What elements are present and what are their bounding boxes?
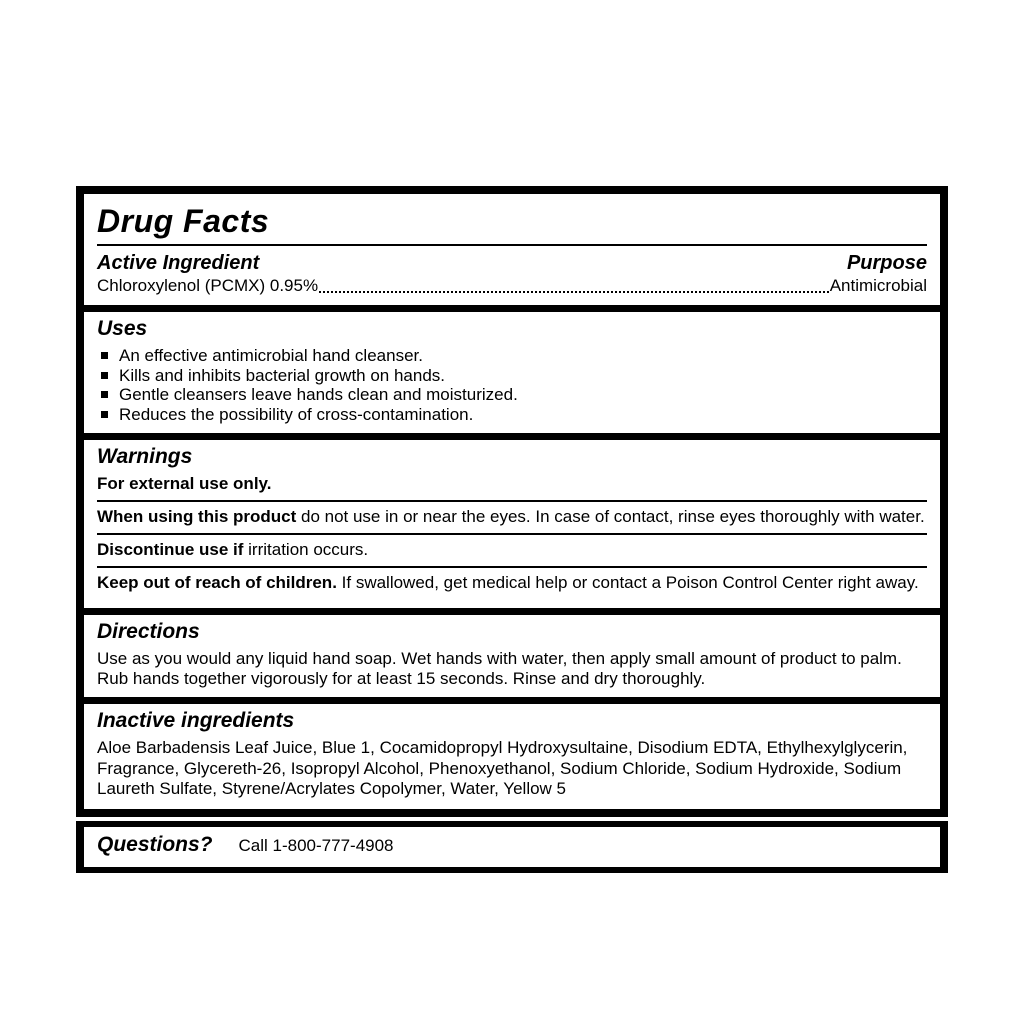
directions-text: Use as you would any liquid hand soap. Wet hands with water, then apply small amount of product to palm. Rub hands together vigorously for at least 15 seconds. Rinse and dry thoroughly. [97,649,902,688]
use-item-text: Reduces the possibility of cross-contamination. [119,404,474,424]
drug-facts-main-box [76,186,948,817]
uses-list [97,346,927,424]
warning-text: do not use in or near the eyes. In case of contact, rinse eyes thoroughly with water. [296,507,925,526]
list-item [97,405,927,425]
active-ingredient-header-row [97,251,927,275]
list-item [97,366,927,386]
warnings-section [84,440,940,608]
active-ingredient-row [97,276,927,296]
square-bullet-icon [101,352,108,359]
inactive-ingredients-section [84,704,940,809]
warning-bold-text: For external use only. [97,474,272,493]
warning-bold-text: Keep out of reach of children. [97,573,337,592]
use-item-text: An effective antimicrobial hand cleanser. [119,346,423,365]
warnings-heading: Warnings [97,445,193,468]
square-bullet-icon [101,411,108,418]
warning-bold-text: Discontinue use if [97,540,244,559]
dot-leader [319,291,829,293]
active-ingredient-heading: Active Ingredient [97,252,260,274]
questions-box [76,821,948,873]
questions-phone-text: Call 1-800-777-4908 [238,835,394,855]
questions-heading: Questions? [97,832,213,856]
title-divider [97,244,927,246]
use-item-text: Gentle cleansers leave hands clean and moisturized. [119,385,518,404]
purpose-value: Antimicrobial [829,276,927,295]
header-section [84,194,940,305]
warning-text: irritation occurs. [243,540,369,559]
square-bullet-icon [101,391,108,398]
drug-facts-title: Drug Facts [97,203,270,239]
directions-heading: Directions [97,620,200,643]
warning-row-when-using [97,502,927,533]
questions-section [84,827,940,867]
warning-bold-text: When using this product [97,507,297,526]
inactive-ingredients-text: Aloe Barbadensis Leaf Juice, Blue 1, Cocamidopropyl Hydroxysultaine, Disodium EDTA, Ethylhexylglycerin, Fragrance, Glycereth-26, Isopropyl Alcohol, Phenoxyethanol, Sodium Chloride, Sodium Hydroxide, Sodium Laureth Sulfate, Styrene/Acrylates Copolymer, Water, Yellow 5 [97,738,908,798]
warning-text: If swallowed, get medical help or contact a Poison Control Center right away. [336,573,919,592]
list-item [97,346,927,366]
active-ingredient-name: Chloroxylenol (PCMX) 0.95% [97,276,319,295]
warning-row-external-use [97,474,927,500]
use-item-text: Kills and inhibits bacterial growth on hands. [119,365,446,385]
inactive-ingredients-heading: Inactive ingredients [97,709,295,732]
warning-row-keep-out-of-reach [97,568,927,599]
warning-row-discontinue [97,535,927,566]
list-item [97,385,927,405]
drug-facts-label [76,186,948,873]
directions-section [84,615,940,697]
square-bullet-icon [101,372,108,379]
uses-section [84,312,940,433]
purpose-heading: Purpose [846,252,927,274]
uses-heading: Uses [97,317,148,340]
